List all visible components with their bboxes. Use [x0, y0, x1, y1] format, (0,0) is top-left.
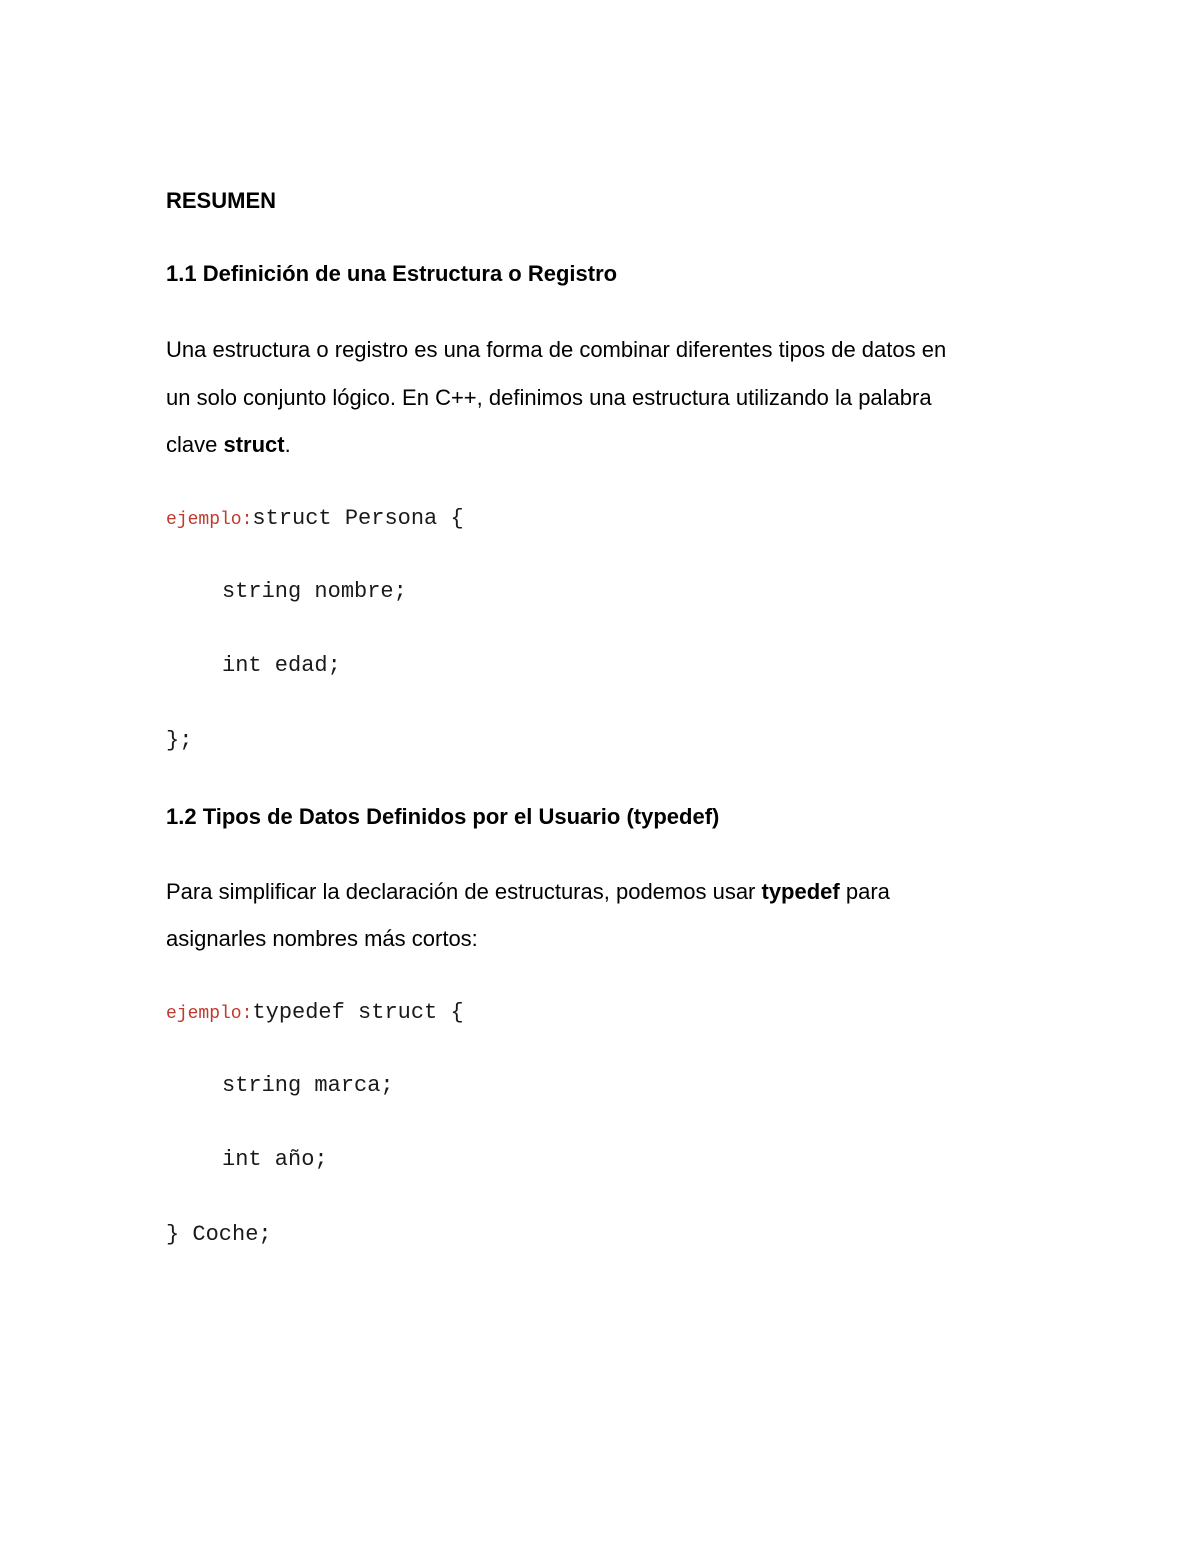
- section-2-title: 1.2 Tipos de Datos Definidos por el Usuario (typedef): [166, 804, 720, 829]
- paragraph-text: para: [839, 879, 890, 904]
- code-line: string marca;: [222, 1073, 394, 1098]
- section-2-paragraph-line-1: [166, 877, 890, 907]
- section-2-paragraph-line-2: asignarles nombres más cortos:: [166, 926, 478, 951]
- struct-keyword: struct: [223, 432, 285, 457]
- code-line: int edad;: [222, 653, 341, 678]
- section-1-title: 1.1 Definición de una Estructura o Registro: [166, 261, 618, 286]
- paragraph-text: clave: [166, 432, 224, 457]
- example-label: ejemplo:: [166, 510, 253, 530]
- document-heading: RESUMEN: [166, 188, 277, 213]
- code-line: };: [166, 728, 193, 753]
- paragraph-text: Para simplificar la declaración de estructuras, podemos usar: [166, 879, 762, 904]
- paragraph-text: .: [284, 432, 291, 457]
- code-line: [166, 502, 464, 535]
- section-1-paragraph-line-3: [166, 430, 291, 460]
- code-line: [166, 996, 464, 1029]
- section-1-paragraph-line-2: un solo conjunto lógico. En C++, definimos una estructura utilizando la palabra: [166, 385, 932, 410]
- code-line: int año;: [222, 1147, 328, 1172]
- code-text: typedef struct {: [252, 1000, 464, 1025]
- example-label: ejemplo:: [166, 1004, 253, 1024]
- code-line: } Coche;: [166, 1222, 272, 1247]
- code-line: string nombre;: [222, 579, 407, 604]
- code-text: struct Persona {: [252, 506, 464, 531]
- typedef-keyword: typedef: [761, 879, 840, 904]
- section-1-paragraph-line-1: Una estructura o registro es una forma de combinar diferentes tipos de datos en: [166, 337, 947, 362]
